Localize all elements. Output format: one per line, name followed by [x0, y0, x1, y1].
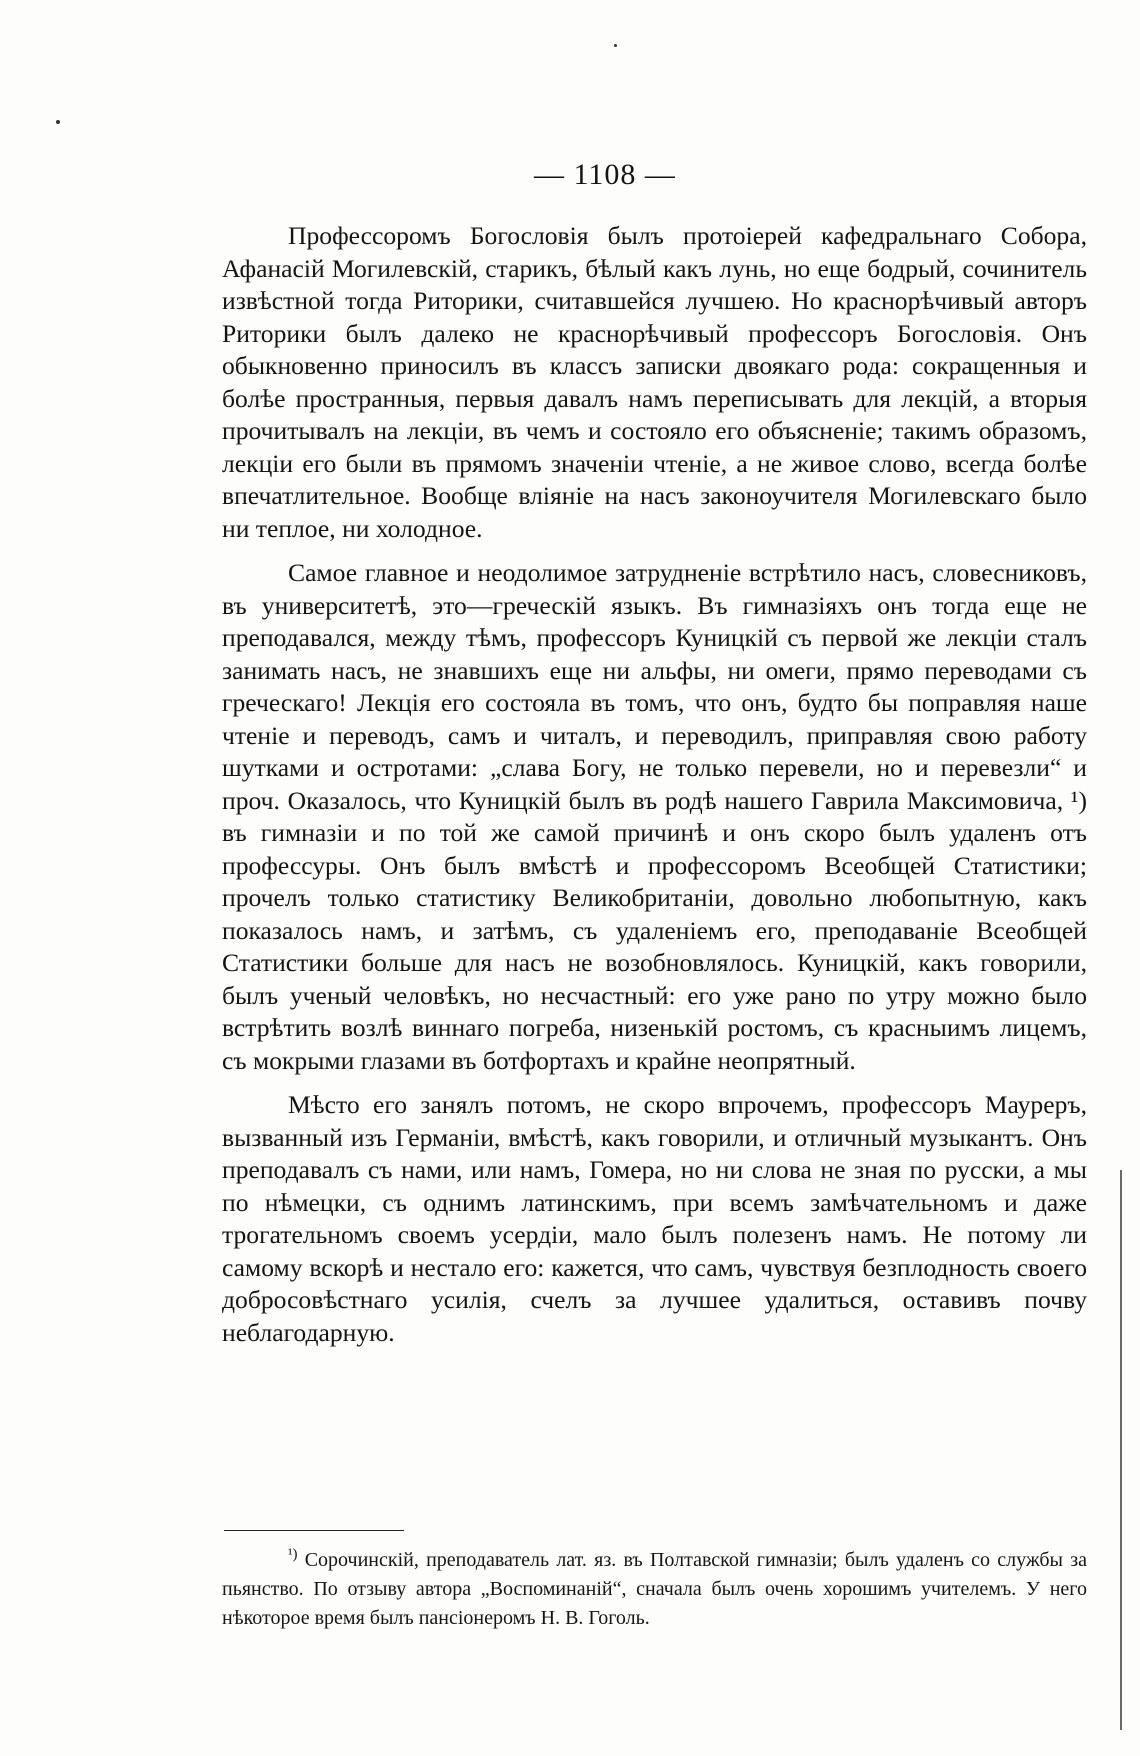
- footnote: [222, 1546, 1087, 1633]
- paragraph-2: Самое главное и неодолимое затрудненіе встрѣтило насъ, словесниковъ, въ университетѣ, это—греческій языкъ. Въ гимназіяхъ онъ тогда еще не преподавался, между тѣмъ, профессоръ Куницкій съ первой же лекціи сталъ занимать насъ, не знавшихъ еще ни альфы, ни омеги, прямо переводами съ греческаго! Лекція его состояла въ томъ, что онъ, будто бы поправляя наше чтеніе и переводъ, самъ и читалъ, и переводилъ, приправляя свою работу шутками и остротами: „слава Богу, не только перевели, но и перевезли“ и проч. Оказалось, что Куницкій былъ въ родѣ нашего Гаврила Максимовича, ¹) въ гимназіи и по той же самой причинѣ и онъ скоро былъ удаленъ отъ профессуры. Онъ былъ вмѣстѣ и профессоромъ Всеобщей Статистики; прочелъ только статистику Великобританіи, довольно любопытную, какъ показалось намъ, и затѣмъ, съ удаленіемъ его, преподаваніе Всеобщей Статистики больше для насъ не возобновлялось. Куницкій, какъ говорили, былъ ученый человѣкъ, но несчастный: его уже рано по утру можно было встрѣтить возлѣ виннаго погреба, низенькій ростомъ, съ красныимъ лицемъ, съ мокрыми глазами въ ботфортахъ и крайне неопрятный.: [222, 558, 1087, 1075]
- scan-speck: [614, 44, 617, 47]
- page-number: — 1108 —: [534, 158, 676, 191]
- scan-speck: [56, 120, 60, 124]
- paragraph-3: Мѣсто его занялъ потомъ, не скоро впрочемъ, профессоръ Мауреръ, вызванный изъ Германіи, вмѣстѣ, какъ говорили, и отличный музыкантъ. Онъ преподавалъ съ нами, или намъ, Гомера, но ни слова не зная по русски, а мы по нѣмецки, съ однимъ латинскимъ, при всемъ замѣчательномъ и даже трогательномъ своемъ усердіи, мало былъ полезенъ намъ. Не потому ли самому вскорѣ и нестало его: кажется, что самъ, чувствуя безплодность своего добросовѣстнаго усилія, счелъ за лучшее удалиться, оставивъ почву неблагодарную.: [222, 1090, 1087, 1347]
- scan-edge-line: [1120, 1170, 1122, 1730]
- footnote-text: Сорочинскій, преподаватель лат. яз. въ Полтавской гимназіи; былъ удаленъ со службы за пьянство. По отзыву автора „Воспоминаній“, сначала былъ очень хорошимъ учителемъ. У него нѣкоторое время былъ пансіонеромъ Н. В. Гоголь.: [222, 1549, 1087, 1629]
- body-text: [222, 220, 1087, 1361]
- paragraph-1: Профессоромъ Богословія былъ протоіерей кафедральнаго Собора, Афанасій Могилевскій, старикъ, бѣлый какъ лунь, но еще бодрый, сочинитель извѣстной тогда Риторики, считавшейся лучшею. Но краснорѣчивый авторъ Риторики былъ далеко не краснорѣчивый профессоръ Богословія. Онъ обыкновенно приносилъ въ классъ записки двоякаго рода: сокращенныя и болѣе пространныя, первыя давалъ намъ переписывать для лекцій, а вторыя прочитывалъ на лекціи, въ чемъ и состояло его объясненіе; такимъ образомъ, лекціи его были въ прямомъ значеніи чтеніе, а не живое слово, всегда болѣе впечатлительное. Вообще вліяніе на насъ законоучителя Могилевскаго было ни теплое, ни холодное.: [222, 221, 1087, 543]
- footnote-divider: [224, 1530, 404, 1531]
- footnote-marker: ¹): [288, 1546, 298, 1563]
